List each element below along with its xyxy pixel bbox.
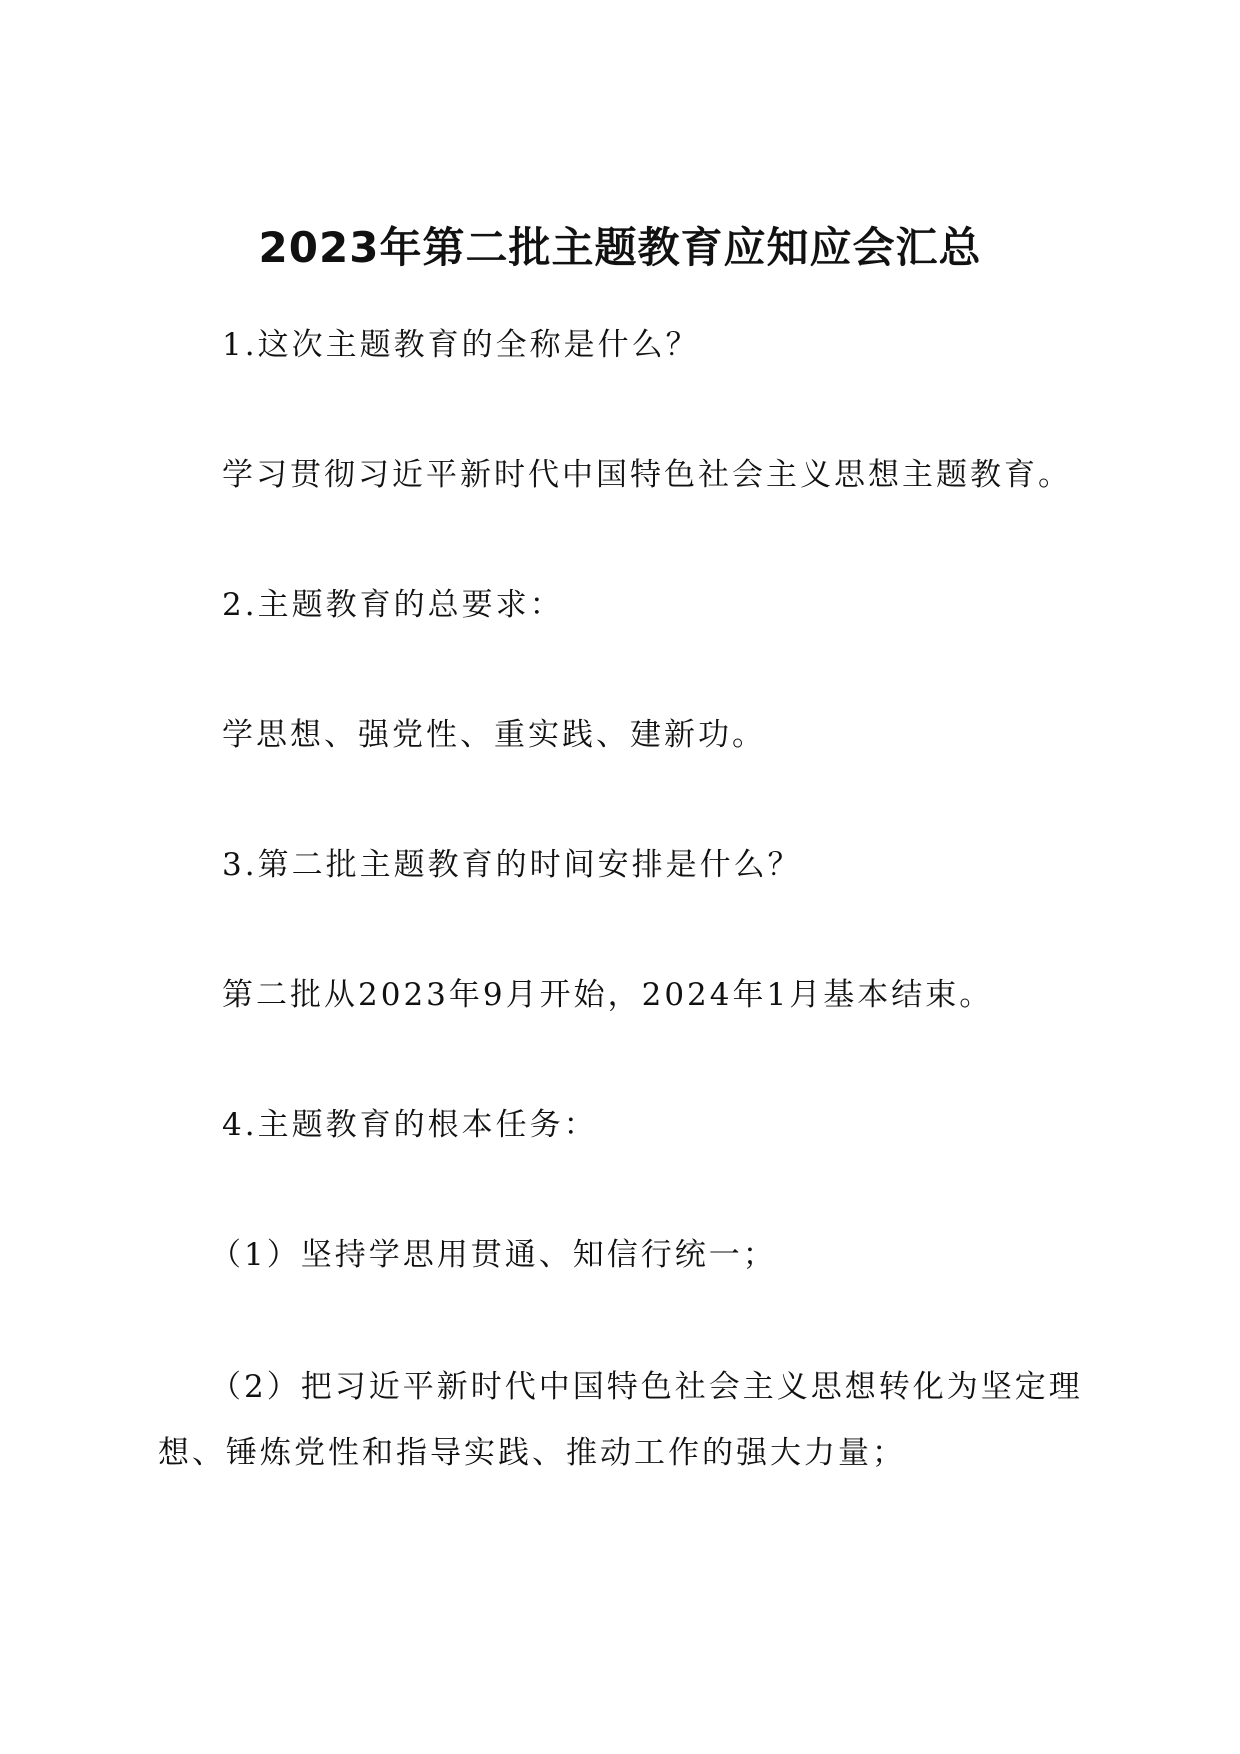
answer-4-item-1: （1）坚持学思用贯通、知信行统一； (210, 1237, 777, 1273)
question-2: 2.主题教育的总要求： (222, 587, 564, 623)
answer-3: 第二批从2023年9月开始，2024年1月基本结束。 (222, 977, 994, 1013)
question-3: 3.第二批主题教育的时间安排是什么？ (222, 847, 802, 883)
question-4: 4.主题教育的根本任务： (222, 1107, 598, 1143)
answer-2: 学思想、强党性、重实践、建新功。 (222, 717, 766, 753)
document-title: 2023年第二批主题教育应知应会汇总 (258, 223, 982, 272)
answer-4-item-2: （2）把习近平新时代中国特色社会主义思想转化为坚定理想、锤炼党性和指导实践、推动工作的强大力量； (158, 1369, 1083, 1471)
answer-1: 学习贯彻习近平新时代中国特色社会主义思想主题教育。 (222, 457, 1072, 493)
question-1: 1.这次主题教育的全称是什么？ (222, 327, 700, 363)
